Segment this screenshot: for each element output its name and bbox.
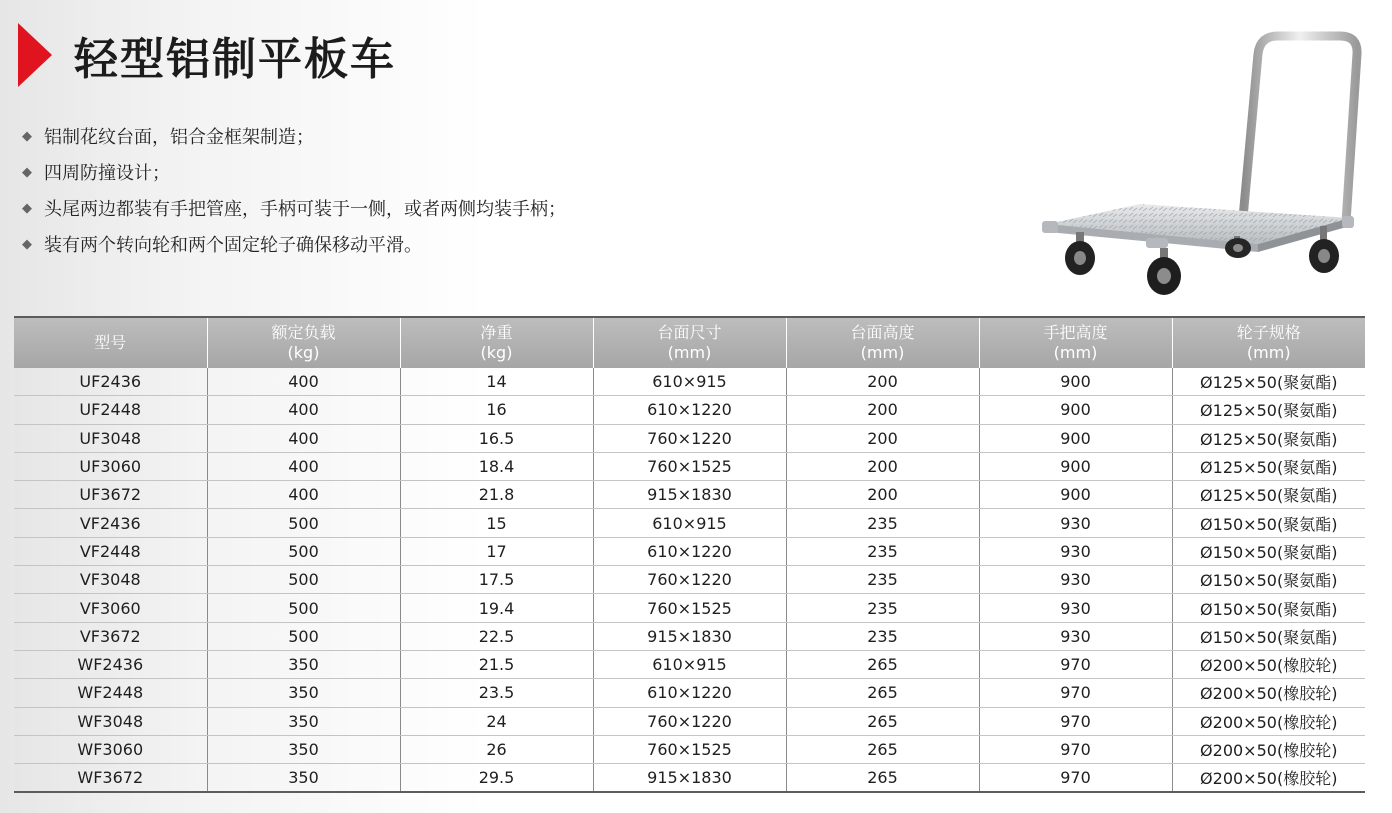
- cell-deck-size: 610×1220: [593, 396, 786, 424]
- table-body: [14, 368, 1365, 792]
- table-row: [14, 594, 1365, 622]
- cell-deck-height: 200: [786, 424, 979, 452]
- diamond-bullet-icon: ◆: [22, 236, 32, 252]
- cell-net-weight: 21.8: [400, 481, 593, 509]
- feature-text: 装有两个转向轮和两个固定轮子确保移动平滑。: [44, 235, 422, 256]
- cell-deck-height: 200: [786, 396, 979, 424]
- cell-model: WF3672: [14, 764, 207, 793]
- cell-wheel-spec: Ø150×50(聚氨酯): [1172, 566, 1365, 594]
- cell-deck-size: 760×1220: [593, 424, 786, 452]
- cell-rated-load: 500: [207, 566, 400, 594]
- table-row: [14, 509, 1365, 537]
- header-rated-load: 额定负载 (kg): [207, 317, 400, 368]
- cell-net-weight: 26: [400, 735, 593, 763]
- header-deck-height: 台面高度 (mm): [786, 317, 979, 368]
- cell-rated-load: 350: [207, 735, 400, 763]
- diamond-bullet-icon: ◆: [22, 128, 32, 144]
- cell-deck-height: 235: [786, 537, 979, 565]
- cell-rated-load: 400: [207, 368, 400, 396]
- cell-deck-size: 610×1220: [593, 537, 786, 565]
- table-row: [14, 452, 1365, 480]
- cell-deck-size: 760×1220: [593, 707, 786, 735]
- cell-deck-height: 200: [786, 368, 979, 396]
- header-net-weight: 净重 (kg): [400, 317, 593, 368]
- table-row: [14, 622, 1365, 650]
- cell-deck-height: 265: [786, 650, 979, 678]
- cell-model: WF2448: [14, 679, 207, 707]
- cell-wheel-spec: Ø150×50(聚氨酯): [1172, 594, 1365, 622]
- table-row: [14, 707, 1365, 735]
- cell-handle-height: 970: [979, 764, 1172, 793]
- table-row: [14, 396, 1365, 424]
- cell-model: UF3060: [14, 452, 207, 480]
- cell-net-weight: 24: [400, 707, 593, 735]
- cell-deck-height: 200: [786, 452, 979, 480]
- cell-wheel-spec: Ø200×50(橡胶轮): [1172, 764, 1365, 793]
- cart-handle: [1243, 36, 1357, 222]
- cell-model: UF2436: [14, 368, 207, 396]
- cell-rated-load: 500: [207, 594, 400, 622]
- cell-deck-size: 760×1525: [593, 594, 786, 622]
- cell-net-weight: 17.5: [400, 566, 593, 594]
- cell-wheel-spec: Ø125×50(聚氨酯): [1172, 368, 1365, 396]
- feature-text: 铝制花纹台面，铝合金框架制造；: [44, 127, 314, 148]
- cell-deck-size: 760×1525: [593, 452, 786, 480]
- cell-wheel-spec: Ø125×50(聚氨酯): [1172, 424, 1365, 452]
- cell-wheel-spec: Ø200×50(橡胶轮): [1172, 707, 1365, 735]
- cell-deck-height: 235: [786, 566, 979, 594]
- title-arrow-icon: [18, 23, 52, 87]
- table-row: [14, 368, 1365, 396]
- cell-net-weight: 18.4: [400, 452, 593, 480]
- cell-model: WF3060: [14, 735, 207, 763]
- table-row: [14, 424, 1365, 452]
- cell-deck-size: 610×915: [593, 509, 786, 537]
- cell-deck-size: 610×1220: [593, 679, 786, 707]
- header-wheel-spec: 轮子规格 (mm): [1172, 317, 1365, 368]
- cell-rated-load: 400: [207, 396, 400, 424]
- cell-model: WF2436: [14, 650, 207, 678]
- cell-deck-height: 265: [786, 764, 979, 793]
- feature-text: 头尾两边都装有手把管座，手柄可装于一侧，或者两侧均装手柄；: [44, 199, 566, 220]
- diamond-bullet-icon: ◆: [22, 200, 32, 216]
- header-handle-height: 手把高度 (mm): [979, 317, 1172, 368]
- cell-deck-size: 610×915: [593, 368, 786, 396]
- cell-net-weight: 17: [400, 537, 593, 565]
- cell-model: VF3672: [14, 622, 207, 650]
- cell-wheel-spec: Ø125×50(聚氨酯): [1172, 452, 1365, 480]
- cell-deck-height: 265: [786, 735, 979, 763]
- cell-deck-size: 915×1830: [593, 481, 786, 509]
- cell-handle-height: 930: [979, 509, 1172, 537]
- cell-deck-height: 200: [786, 481, 979, 509]
- table-row: [14, 481, 1365, 509]
- feature-list: [22, 118, 566, 262]
- cell-wheel-spec: Ø125×50(聚氨酯): [1172, 481, 1365, 509]
- cell-rated-load: 350: [207, 679, 400, 707]
- cell-deck-height: 235: [786, 594, 979, 622]
- cell-net-weight: 19.4: [400, 594, 593, 622]
- cell-deck-height: 265: [786, 679, 979, 707]
- cell-rated-load: 350: [207, 764, 400, 793]
- header-model: 型号: [14, 317, 207, 368]
- cell-net-weight: 23.5: [400, 679, 593, 707]
- cell-deck-size: 610×915: [593, 650, 786, 678]
- feature-item: [22, 190, 566, 226]
- cell-deck-height: 235: [786, 622, 979, 650]
- cell-rated-load: 350: [207, 650, 400, 678]
- cell-wheel-spec: Ø150×50(聚氨酯): [1172, 537, 1365, 565]
- feature-item: [22, 226, 566, 262]
- cell-rated-load: 500: [207, 622, 400, 650]
- cell-model: VF3048: [14, 566, 207, 594]
- cell-model: UF2448: [14, 396, 207, 424]
- table-row: [14, 735, 1365, 763]
- cart-illustration: [1028, 26, 1378, 306]
- cell-handle-height: 900: [979, 396, 1172, 424]
- page-header: [18, 22, 396, 88]
- diamond-bullet-icon: ◆: [22, 164, 32, 180]
- table-row: [14, 650, 1365, 678]
- cell-rated-load: 500: [207, 509, 400, 537]
- table-row: [14, 537, 1365, 565]
- table-row: [14, 566, 1365, 594]
- cell-net-weight: 16: [400, 396, 593, 424]
- cell-wheel-spec: Ø200×50(橡胶轮): [1172, 735, 1365, 763]
- cell-rated-load: 400: [207, 452, 400, 480]
- table-header-row: [14, 317, 1365, 368]
- cell-handle-height: 900: [979, 368, 1172, 396]
- cell-handle-height: 970: [979, 650, 1172, 678]
- cell-wheel-spec: Ø200×50(橡胶轮): [1172, 679, 1365, 707]
- cell-deck-height: 265: [786, 707, 979, 735]
- feature-item: [22, 118, 566, 154]
- table-row: [14, 764, 1365, 793]
- cell-net-weight: 16.5: [400, 424, 593, 452]
- cell-deck-size: 915×1830: [593, 764, 786, 793]
- cell-handle-height: 970: [979, 679, 1172, 707]
- cell-deck-size: 760×1525: [593, 735, 786, 763]
- cell-net-weight: 15: [400, 509, 593, 537]
- cell-rated-load: 400: [207, 481, 400, 509]
- cell-handle-height: 930: [979, 622, 1172, 650]
- cell-rated-load: 400: [207, 424, 400, 452]
- cell-net-weight: 29.5: [400, 764, 593, 793]
- cell-handle-height: 900: [979, 424, 1172, 452]
- cell-model: UF3672: [14, 481, 207, 509]
- cell-wheel-spec: Ø150×50(聚氨酯): [1172, 622, 1365, 650]
- cell-wheel-spec: Ø150×50(聚氨酯): [1172, 509, 1365, 537]
- cell-handle-height: 930: [979, 566, 1172, 594]
- table-row: [14, 679, 1365, 707]
- cell-deck-size: 760×1220: [593, 566, 786, 594]
- feature-item: [22, 154, 566, 190]
- cell-net-weight: 22.5: [400, 622, 593, 650]
- cell-handle-height: 900: [979, 481, 1172, 509]
- header-deck-size: 台面尺寸 (mm): [593, 317, 786, 368]
- cell-model: VF3060: [14, 594, 207, 622]
- cell-wheel-spec: Ø125×50(聚氨酯): [1172, 396, 1365, 424]
- cell-handle-height: 930: [979, 594, 1172, 622]
- cell-handle-height: 900: [979, 452, 1172, 480]
- cell-handle-height: 930: [979, 537, 1172, 565]
- cell-model: VF2448: [14, 537, 207, 565]
- cell-net-weight: 21.5: [400, 650, 593, 678]
- cell-model: WF3048: [14, 707, 207, 735]
- cell-model: VF2436: [14, 509, 207, 537]
- cell-handle-height: 970: [979, 735, 1172, 763]
- spec-table: [14, 316, 1365, 793]
- cell-deck-size: 915×1830: [593, 622, 786, 650]
- cell-model: UF3048: [14, 424, 207, 452]
- cell-rated-load: 350: [207, 707, 400, 735]
- cell-deck-height: 235: [786, 509, 979, 537]
- cell-handle-height: 970: [979, 707, 1172, 735]
- page-title: 轻型铝制平板车: [74, 34, 396, 85]
- cell-rated-load: 500: [207, 537, 400, 565]
- cell-net-weight: 14: [400, 368, 593, 396]
- feature-text: 四周防撞设计；: [44, 163, 170, 184]
- cell-wheel-spec: Ø200×50(橡胶轮): [1172, 650, 1365, 678]
